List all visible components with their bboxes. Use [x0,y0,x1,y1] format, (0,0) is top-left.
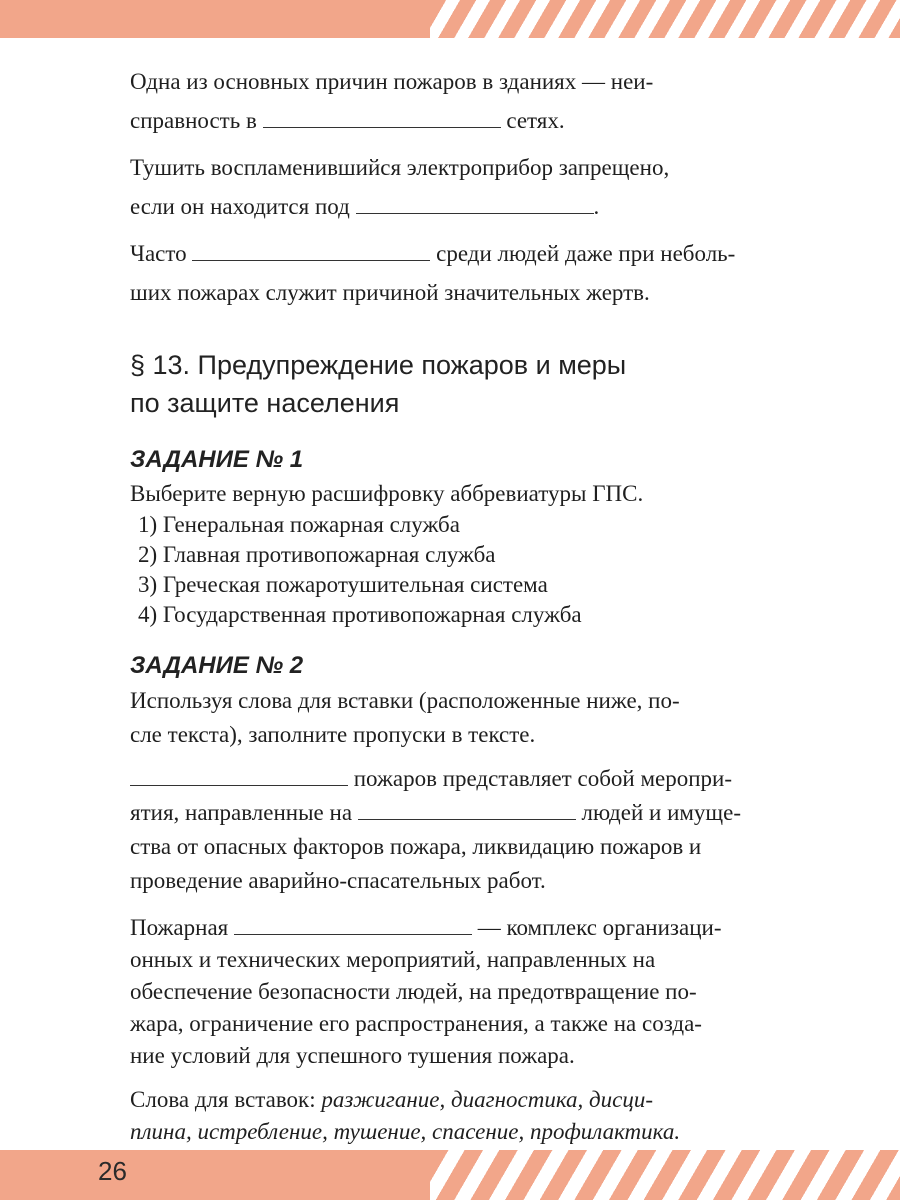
blank-field-5[interactable] [358,797,576,820]
task2-t1-line1-after: пожаров представляет собой меропри- [353,766,732,791]
intro-p1-line2-after: сетях. [506,108,565,133]
page-number: 26 [98,1156,127,1186]
task2-t2-line1-before: Пожарная [130,915,229,940]
blank-field-3[interactable] [192,238,430,261]
task2-t1-line2-before: ятия, направленные на [130,800,353,825]
task2-t1-line3: ства от опасных факторов пожара, ликвидацию пожаров и [130,834,702,859]
bottom-stripes-decoration [430,1150,900,1200]
task2-word-bank [130,1084,840,1148]
blank-field-1[interactable] [263,105,501,128]
task1-option-1[interactable]: 1) Генеральная пожарная служба [138,512,460,537]
task2-instruction [130,684,840,752]
task2-instruction-line1: Используя слова для вставки (расположенные ниже, по- [130,688,680,713]
blank-field-6[interactable] [234,912,472,935]
word-bank-line2: плина, истребление, тушение, спасение, профилактика. [130,1119,681,1144]
intro-p3-line2: ших пожарах служит причиной значительных жертв. [130,280,650,305]
section-title [130,346,840,422]
intro-p1-line1: Одна из основных причин пожаров в зданиях — неи- [130,69,654,94]
intro-p3-line1-after: среди людей даже при неболь- [436,241,736,266]
task1-title: ЗАДАНИЕ № 1 [130,446,304,473]
section-title-line1: § 13. Предупреждение пожаров и меры [130,350,627,380]
word-bank-line1: разжигание, диагностика, дисци- [321,1087,654,1112]
top-stripes-decoration [430,0,900,38]
task2-t1-line2-after: людей и имуще- [581,800,742,825]
task2-title: ЗАДАНИЕ № 2 [130,652,304,679]
intro-p2-line2-before: если он находится под [130,194,350,219]
intro-paragraph-1 [130,62,840,140]
intro-p2-line2-after: . [593,194,600,219]
task2-t1-line4: проведение аварийно-спасательных работ. [130,868,546,893]
intro-p3-line1-before: Часто [130,241,187,266]
task1-option-4[interactable]: 4) Государственная противопожарная служба [138,602,582,627]
task2-text-1 [130,762,840,898]
task1-option-2[interactable]: 2) Главная противопожарная служба [138,542,496,567]
blank-field-4[interactable] [130,763,348,786]
task2-instruction-line2: сле текста), заполните пропуски в тексте. [130,722,536,747]
intro-p1-line2-before: справность в [130,108,257,133]
blank-field-2[interactable] [356,191,594,214]
task2-t2-line3: обеспечение безопасности людей, на предотвращение по- [130,979,697,1004]
task2-t2-line2: онных и технических мероприятий, направленных на [130,947,656,972]
task2-t2-line1-after: — комплекс организаци- [477,915,722,940]
intro-p2-line1: Тушить воспламенившийся электроприбор запрещено, [130,155,670,180]
intro-paragraph-3 [130,234,840,312]
section-title-line2: по защите населения [130,388,400,418]
task1-option-3[interactable]: 3) Греческая пожаротушительная система [138,572,548,597]
word-bank-label: Слова для вставок: [130,1087,316,1112]
task1-question: Выберите верную расшифровку аббревиатуры ГПС. [130,481,644,506]
task2-t2-line4: жара, ограничение его распространения, а также на созда- [130,1011,702,1036]
task2-t2-line5: ние условий для успешного тушения пожара. [130,1043,575,1068]
task2-text-2 [130,912,840,1072]
page-content [130,62,840,1148]
task1-options-list [130,510,840,630]
intro-paragraph-2 [130,148,840,226]
